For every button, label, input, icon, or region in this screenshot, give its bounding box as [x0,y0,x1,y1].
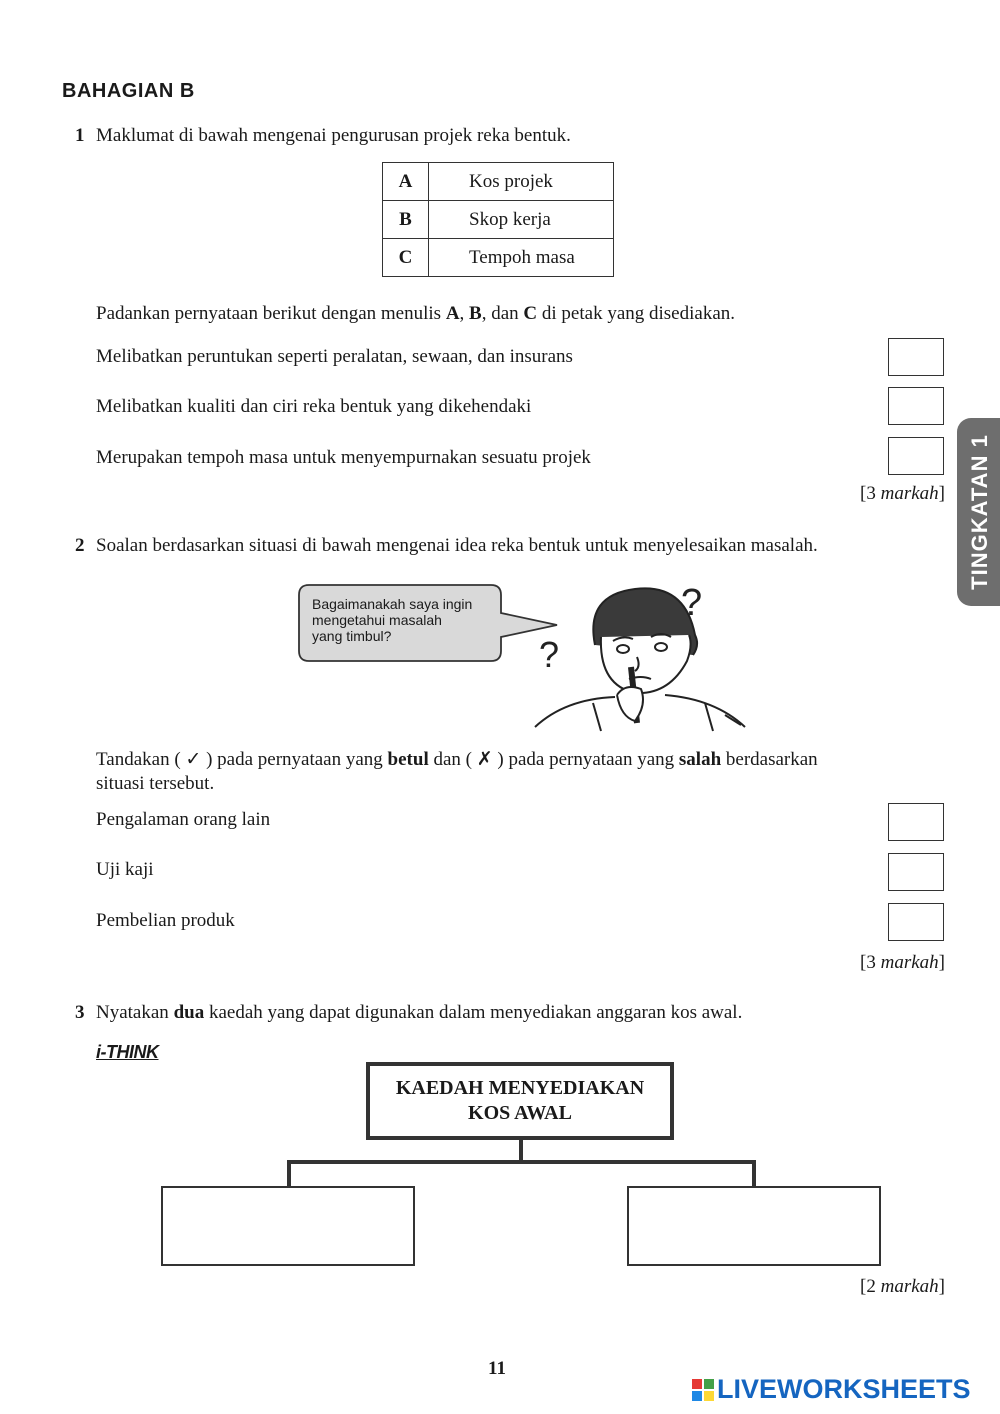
q2-instruction-betul: betul [387,749,429,770]
table-row [383,201,614,239]
q1-marks [860,483,945,505]
speech-bubble-text [312,596,472,644]
side-tab-label: TINGKATAN 1 [967,434,992,590]
q3-heading-line: KOS AWAL [468,1102,572,1124]
table-row [383,239,614,277]
q1-answer-box-1[interactable] [888,338,944,376]
q2-prompt: Soalan berdasarkan situasi di bawah mengenai idea reka bentuk untuk menyelesaikan masalah. [96,535,818,556]
q1-instruction-key-b: B [469,303,482,324]
option-value: Kos projek [429,163,614,201]
speech-bubble-line: Bagaimanakah saya ingin [312,596,473,612]
option-key: C [383,239,429,277]
q2-marks-number: [3 [860,952,881,973]
q1-answer-box-2[interactable] [888,387,944,425]
q1-instruction-text: , dan [481,303,524,324]
q2-answer-box-1[interactable] [888,803,944,841]
option-key: A [383,163,429,201]
q3-marks-word: markah [880,1276,939,1297]
q3-number: 3 [75,1002,85,1023]
q1-answer-box-3[interactable] [888,437,944,475]
q1-instruction-text: , [459,303,470,324]
q2-instruction-line2: situasi tersebut. [96,773,215,794]
q3-answer-box-2[interactable] [627,1186,881,1266]
q2-marks [860,952,945,974]
cross-mark-icon: ✗ [476,749,493,770]
q1-marks-number: [3 [860,483,881,504]
q3-heading-box [366,1062,674,1140]
q2-answer-box-2[interactable] [888,853,944,891]
q1-statement: Merupakan tempoh masa untuk menyempurnakan sesuatu projek [96,447,591,468]
q1-instruction [96,302,735,326]
q3-prompt-text: Nyatakan [96,1002,174,1023]
q2-statement: Pembelian produk [96,910,235,931]
q1-statement: Melibatkan kualiti dan ciri reka bentuk yang dikehendaki [96,396,532,417]
page-number: 11 [488,1358,506,1379]
q2-instruction-salah: salah [678,749,722,770]
q1-options-table [382,162,614,277]
q3-heading-line: KAEDAH MENYEDIAKAN [395,1077,645,1099]
q1-instruction-key-c: C [523,303,538,324]
q2-number: 2 [75,535,85,556]
q3-marks [860,1276,945,1298]
option-value: Skop kerja [429,201,614,239]
q1-marks-word: markah [880,483,939,504]
q1-instruction-text: Padankan pernyataan berikut dengan menulis [96,303,446,324]
q3-prompt-dua: dua [173,1002,205,1023]
q3-connector-lines [280,1138,770,1190]
thinking-person-icon [535,588,745,731]
watermark-text: LIVEWORKSHEETS [717,1374,971,1404]
q1-number: 1 [75,125,85,146]
liveworksheets-watermark [692,1374,971,1405]
q1-instruction-text: di petak yang disediakan. [537,303,736,324]
table-row [383,163,614,201]
q2-statement: Uji kaji [96,859,154,880]
section-title: BAHAGIAN B [62,80,195,102]
q2-statement: Pengalaman orang lain [96,809,271,830]
check-mark-icon: ✓ [185,749,202,770]
question-mark-icon: ? [681,582,703,624]
option-key: B [383,201,429,239]
q3-marks-number: [2 [860,1276,881,1297]
q2-instruction-text: berdasarkan [721,749,818,770]
question-mark-icon: ? [539,634,560,675]
q2-instruction-text: ) pada pernyataan yang [492,749,679,770]
q2-marks-word: markah [880,952,939,973]
q1-prompt: Maklumat di bawah mengenai pengurusan projek reka bentuk. [96,125,571,146]
q1-statement: Melibatkan peruntukan seperti peralatan, sewaan, dan insurans [96,346,573,367]
q2-marks-close: ] [938,952,945,973]
option-value: Tempoh masa [429,239,614,277]
speech-bubble-line: yang timbul? [312,628,392,644]
q3-marks-close: ] [938,1276,945,1297]
q2-instruction-text: ) pada pernyataan yang [201,749,388,770]
q2-instruction [96,748,946,772]
liveworksheets-logo-icon [692,1379,714,1401]
ithink-label: i-THINK [96,1042,159,1062]
speech-bubble-line: mengetahui masalah [312,612,442,628]
q3-prompt-text: kaedah yang dapat digunakan dalam menyediakan anggaran kos awal. [204,1002,743,1023]
q1-marks-close: ] [938,483,945,504]
q2-answer-box-3[interactable] [888,903,944,941]
q2-instruction-text: Tandakan ( [96,749,186,770]
q1-instruction-key-a: A [445,303,460,324]
q2-instruction-text: dan ( [428,749,477,770]
q3-answer-box-1[interactable] [161,1186,415,1266]
q3-prompt [96,1001,742,1025]
side-tab [957,418,1000,606]
